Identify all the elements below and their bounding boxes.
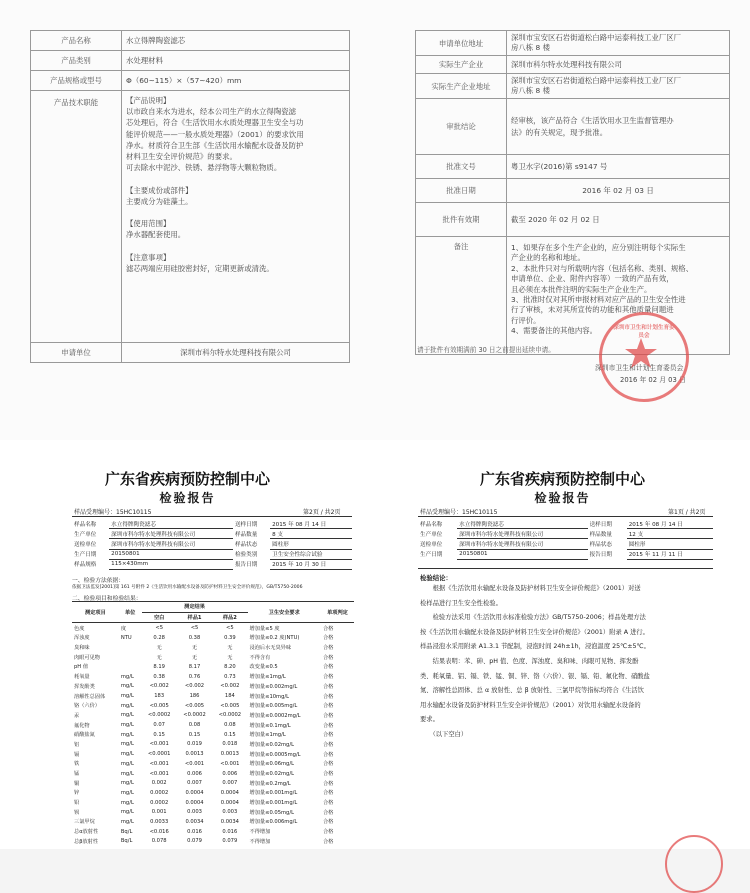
info-value: 深圳市科尔特水处理科技有限公司 <box>457 529 587 539</box>
info-value: 2015 年 10 月 30 日 <box>270 559 352 569</box>
table-cell: 浸泡后水无臭异味 <box>249 645 292 652</box>
renewal-footnote: 请于批件有效期满前 30 日之前提出延续申请。 <box>417 346 555 354</box>
table-cell: 0.006 <box>222 770 238 777</box>
table-row <box>72 749 354 759</box>
field-label: 审批结论 <box>416 99 507 155</box>
table-row <box>72 623 354 633</box>
table-cell: 183 <box>154 693 165 700</box>
table-cell: pH 值 <box>74 664 89 671</box>
table-cell: <0.005 <box>220 702 240 709</box>
table-cell: mg/L <box>120 770 134 777</box>
table-cell: 增加量≤0.05mg/L <box>249 809 294 816</box>
table-cell: <0.001 <box>220 760 240 767</box>
info-label: 检验类别 <box>234 552 258 559</box>
conclusion-text: 根据《生活饮用水输配水设备及防护材料卫生安全评价规范》（2001）对送 检样品进行卫生安全性检验。 检验方法采用《生活饮用水标准检验方法》GB/T5750-2006；样品处理方法 按《生活饮用水输配水设备及防护材料卫生安全评价规范》（2001）附录 A 进行。 样品浸泡水采用附录 A1.3.1 节配制，浸泡时间 24h±1h，浸泡温度 25℃±5℃。 结果表明：苯、砷、pH 值、色度、浑浊度、臭和味、肉眼可见物、挥发酚 类、耗氧量、铝、镉、铁、锰、铜、锌、铬（六价）、银、镉、铅、氟化物、硝酸盐 氮、溶解性总固体、总 α 放射性、总 β 放射性、三氯甲烷等指标均符合《生活饮 用水输配水设备及防护材料卫生安全评价规范》（2001）对饮用水输配水设备的 要求。 （以下空白） <box>420 585 650 738</box>
table-row <box>72 701 354 711</box>
table-row <box>72 662 354 672</box>
seal-text: 深圳市卫生和计划生育委员会 <box>613 325 675 339</box>
table-cell: 0.0002 <box>150 789 169 796</box>
report-page-2 <box>0 440 375 849</box>
table-cell: 增加量≤0.002mg/L <box>249 683 298 690</box>
table-cell: 0.0013 <box>185 751 204 758</box>
table-cell: 增加量≤5 度 <box>249 625 280 632</box>
info-value: 圆柱形 <box>270 539 352 549</box>
table-cell: <0.002 <box>220 683 240 690</box>
table-row <box>72 778 354 788</box>
table-cell: 硝酸盐氮 <box>74 732 95 739</box>
info-label: 样品规格 <box>74 562 97 569</box>
info-value: 水立得牌陶瓷滤芯 <box>109 519 233 529</box>
table-cell: <0.002 <box>184 683 205 690</box>
table-cell: mg/L <box>120 731 134 738</box>
field-label: 批准日期 <box>416 179 507 203</box>
table-cell: 汞 <box>74 712 80 719</box>
field-value: Φ（60~115）×（57~420）mm <box>122 71 350 91</box>
info-label: 样品数量 <box>589 531 612 538</box>
info-label: 样品名称 <box>420 521 443 528</box>
table-cell: mg/L <box>120 780 134 787</box>
field-label: 批件有效期 <box>416 203 507 237</box>
permit-page-right <box>375 0 750 440</box>
table-cell: 增加量≤0.001mg/L <box>249 800 298 807</box>
table-cell: 0.38 <box>153 673 165 680</box>
info-label: 生产单位 <box>420 531 443 538</box>
info-label: 送检单位 <box>420 541 443 548</box>
official-seal-icon <box>599 312 689 402</box>
table-cell: 0.003 <box>187 809 202 816</box>
info-label: 样品状态 <box>234 541 258 548</box>
table-cell: 合格 <box>322 741 334 748</box>
table-cell: 合格 <box>322 838 334 845</box>
info-value: 深圳市科尔特水处理科技有限公司 <box>109 539 233 549</box>
table-cell: 合格 <box>322 683 334 690</box>
table-cell: 溶解性总固体 <box>74 693 106 700</box>
table-row <box>72 837 354 847</box>
report-seal-icon <box>665 835 723 893</box>
table-cell: 0.0033 <box>150 818 169 825</box>
table-cell: 0.078 <box>151 838 167 845</box>
table-row <box>72 720 354 730</box>
table-cell: <0.001 <box>184 760 205 767</box>
col-header: 卫生安全要求 <box>248 602 321 623</box>
header-divider <box>418 516 713 517</box>
table-cell: 0.0034 <box>220 818 239 825</box>
table-cell: 铬（六价） <box>74 703 100 710</box>
table-cell: <0.0002 <box>183 712 206 719</box>
table-cell: 合格 <box>322 722 334 729</box>
table-cell: mg/L <box>120 799 134 806</box>
table-cell: 合格 <box>322 693 334 700</box>
permit-left-table <box>30 30 350 363</box>
info-value: 20150801 <box>457 549 587 559</box>
table-cell: 度 <box>120 625 127 632</box>
field-value: 水立得牌陶瓷滤芯 <box>122 31 350 51</box>
table-row <box>72 730 354 740</box>
table-cell: 0.0034 <box>185 818 204 825</box>
info-value: 水立得牌陶瓷滤芯 <box>457 519 587 529</box>
table-cell: NTU <box>120 634 132 641</box>
table-cell: 合格 <box>322 664 334 671</box>
table-cell: mg/L <box>120 683 134 690</box>
field-label: 申请单位 <box>31 343 122 363</box>
table-cell: 0.002 <box>151 780 167 787</box>
table-cell: 0.08 <box>224 722 236 729</box>
table-row <box>72 682 354 692</box>
info-label: 样品状态 <box>589 541 612 548</box>
info-label: 样品名称 <box>74 521 97 528</box>
table-cell: 增加量≤0.0005mg/L <box>249 751 301 758</box>
table-row <box>72 769 354 779</box>
table-cell: <0.0002 <box>218 712 242 719</box>
table-cell: mg/L <box>120 673 134 680</box>
table-cell: 0.019 <box>187 741 202 748</box>
table-row <box>72 672 354 682</box>
table-row <box>72 798 354 808</box>
field-value: 深圳市宝安区石岩街道松白路中运泰科技工业厂区厂 房八栋 8 楼 <box>507 74 730 99</box>
info-divider <box>418 568 713 569</box>
field-label: 备注 <box>416 237 507 355</box>
info-value: 2015 年 08 月 14 日 <box>627 519 713 529</box>
header-divider <box>72 516 352 517</box>
field-value: 深圳市宝安区石岩街道松白路中运泰科技工业厂区厂 房八栋 8 楼 <box>507 31 730 56</box>
table-cell: 0.079 <box>187 838 202 845</box>
table-cell: 184 <box>224 693 235 700</box>
sample-info-table <box>72 519 352 570</box>
approval-conclusion: 经审核，该产品符合《生活饮用水卫生监督管理办 法》的有关规定，现予批准。 <box>507 99 730 155</box>
table-cell: 无 <box>227 645 233 652</box>
page-indicator: 第2页 / 共2页 <box>303 509 341 516</box>
col-header: 单项判定 <box>321 602 354 623</box>
table-cell: <0.005 <box>184 702 205 709</box>
info-label: 生产日期 <box>420 552 443 559</box>
tech-description: 【产品说明】 以市政自来水为进水，经本公司生产的水立得陶瓷滤 芯处理后，符合《生活饮用水水质处理器卫生安全与功 能评价规范——一般水质处理器》（2001）的要求饮用 净水。材质符合卫生部《生活饮用水输配水设备及防护 材料卫生安全评价规范》的要求。 可去除水中泥沙、铁锈、悬浮物等大颗粒物质。 【主要成份或部件】 主要成分为硅藻土。 【使用范围】 净水器配套使用。 【注意事项】 滤芯两端应用硅胶密封好，定期更新或清洗。 <box>122 91 350 343</box>
table-cell: <0.001 <box>149 770 169 777</box>
table-cell: 合格 <box>322 625 334 632</box>
table-row <box>72 652 354 662</box>
table-cell: 增加量≤0.0002mg/L <box>249 712 301 719</box>
field-value: 深圳市科尔特水处理科技有限公司 <box>122 343 350 363</box>
info-label: 报告日期 <box>234 562 258 569</box>
table-cell: 浑浊度 <box>74 635 90 642</box>
info-value: 12 支 <box>627 529 713 539</box>
table-cell: 无 <box>156 645 162 652</box>
table-cell: <5 <box>190 625 199 632</box>
table-cell: 不得含有 <box>249 654 271 661</box>
table-cell: mg/L <box>120 702 134 709</box>
table-cell: 0.39 <box>224 634 236 641</box>
table-row <box>72 807 354 817</box>
info-value: 深圳市科尔特水处理科技有限公司 <box>457 539 587 549</box>
table-cell: 合格 <box>322 645 334 652</box>
table-cell: mg/L <box>120 760 134 767</box>
table-cell: 合格 <box>322 771 334 778</box>
table-cell: 铁 <box>74 761 80 768</box>
table-cell: 增加量≤10mg/L <box>249 693 290 700</box>
table-cell: 钡 <box>74 809 80 816</box>
table-cell: 无 <box>191 654 198 661</box>
col-header: 测定结果 <box>142 602 248 613</box>
remarks: 1、如果存在多个生产企业的，应分别注明每个实际生 产企业的名称和地址。 2、本批件只对与所载明内容（包括名称、类别、规格、 申请单位、企业、附件内容等）一致的产品有效， 且必须在本批件注明的实际生产企业生产。 3、批准时仅对其所申报材料对应产品的卫生安全性进 行了审核，未对其所宣传的功能和其他质量问题进 行评价。 4、需要备注的其他内容。 <box>507 237 730 355</box>
info-value: 卫生安全性综合试验 <box>270 549 352 559</box>
table-cell: 总α放射性 <box>74 829 99 836</box>
table-cell: <0.0002 <box>147 712 171 719</box>
table-cell: 0.0004 <box>185 799 204 806</box>
table-cell: 0.08 <box>188 722 201 729</box>
table-cell: 改变量≤0.5 <box>249 664 278 671</box>
table-cell: 铝 <box>74 741 80 748</box>
table-cell: 0.003 <box>222 809 238 816</box>
table-cell: mg/L <box>120 693 134 700</box>
table-row <box>72 827 354 837</box>
table-cell: 增加量≤0.06mg/L <box>249 761 294 768</box>
table-cell: <0.0001 <box>147 751 171 758</box>
table-cell: 0.016 <box>222 828 238 835</box>
info-value: 8 支 <box>270 529 352 539</box>
table-cell: 合格 <box>322 809 334 816</box>
field-label: 产品技术职能 <box>31 91 122 343</box>
table-cell: 不得增加 <box>249 829 271 836</box>
info-value: 20150801 <box>109 549 233 559</box>
conclusion-label: 检验结论： <box>420 574 452 582</box>
col-header: 单位 <box>119 602 142 623</box>
approval-number: 粤卫水字(2016)第 s9147 号 <box>507 155 730 179</box>
table-row <box>72 643 354 653</box>
table-cell: 186 <box>189 693 200 700</box>
info-label: 生产日期 <box>74 552 97 559</box>
field-label: 产品规格或型号 <box>31 71 122 91</box>
table-cell: 0.73 <box>224 673 236 680</box>
table-cell: 0.001 <box>151 809 167 816</box>
report-title: 广东省疾病预防控制中心 <box>479 470 645 488</box>
table-cell: 铜 <box>74 780 80 787</box>
section-results-heading: 二、检验项目和检验结果： <box>72 596 142 602</box>
table-cell: 增加量≤0.02mg/L <box>249 771 294 778</box>
field-label: 产品名称 <box>31 31 122 51</box>
table-cell: 0.15 <box>188 731 201 738</box>
table-cell: 增加量≤0.005mg/L <box>249 703 298 710</box>
table-cell: 铅 <box>74 800 80 807</box>
table-cell: 0.007 <box>222 780 238 787</box>
table-cell: 增加量≤0.2mg/L <box>249 780 291 787</box>
table-cell: <5 <box>226 625 234 632</box>
table-cell: <0.002 <box>149 683 169 690</box>
table-cell: 增加量≤1mg/L <box>249 732 286 739</box>
info-value: 圆柱形 <box>627 539 713 549</box>
table-cell: mg/L <box>120 809 134 816</box>
table-cell: 合格 <box>322 829 334 836</box>
table-cell: 0.28 <box>153 634 165 641</box>
table-cell: 无 <box>227 654 233 661</box>
approval-date: 2016 年 02 月 03 日 <box>507 179 730 203</box>
report-page-1 <box>375 440 750 849</box>
table-cell: 0.0004 <box>220 789 239 796</box>
table-cell: 臭和味 <box>74 645 90 652</box>
table-cell: 0.0013 <box>220 751 239 758</box>
sample-number: 样品受理编号：15HC10115 <box>74 509 152 516</box>
table-cell: 三氯甲烷 <box>74 819 95 826</box>
method-basis: 依据卫法监发[2001]第 161 号附件 2《生活饮用水输配水设备及防护材料卫生安全评价规范》，GB/T5750-2006 <box>72 585 303 590</box>
table-cell: 增加量≤0.1mg/L <box>249 722 291 729</box>
table-cell: 增加量≤0.001mg/L <box>249 790 298 797</box>
table-cell: 锰 <box>74 771 80 778</box>
table-cell: 合格 <box>322 790 334 797</box>
table-cell <box>119 643 142 653</box>
table-cell: 0.016 <box>187 828 202 835</box>
table-cell: 合格 <box>322 761 334 768</box>
section-method-heading: 一、检验方法依据： <box>72 578 125 584</box>
info-label: 生产单位 <box>74 531 97 538</box>
table-cell: mg/L <box>120 751 134 758</box>
table-cell: 0.007 <box>187 780 202 787</box>
field-value: 水处理材料 <box>122 51 350 71</box>
table-cell: mg/L <box>120 712 134 719</box>
col-header: 样品1 <box>177 612 212 623</box>
table-row <box>72 711 354 721</box>
table-cell: 挥发酚类 <box>74 683 95 690</box>
info-value: 深圳市科尔特水处理科技有限公司 <box>109 529 233 539</box>
table-cell: 增加量≤1mg/L <box>249 674 286 681</box>
table-cell: 不得增加 <box>249 838 271 845</box>
sample-number: 样品受理编号：15HC10115 <box>420 509 498 516</box>
report-title: 广东省疾病预防控制中心 <box>104 470 270 488</box>
table-cell: 氟化物 <box>74 722 90 729</box>
sample-info-table <box>418 519 713 560</box>
table-cell: 8.17 <box>188 663 201 670</box>
table-cell <box>119 652 142 662</box>
table-cell: 合格 <box>322 635 334 642</box>
table-cell: 0.0004 <box>220 799 239 806</box>
test-results-table <box>72 601 354 846</box>
table-cell: 0.006 <box>187 770 202 777</box>
table-cell: 0.38 <box>188 634 201 641</box>
table-cell: 合格 <box>322 674 334 681</box>
table-row <box>72 788 354 798</box>
field-label: 申请单位地址 <box>416 31 507 56</box>
col-header: 空白 <box>142 612 177 623</box>
col-header: 样品2 <box>212 612 247 623</box>
table-cell: 无 <box>156 654 162 661</box>
report-subtitle: 检验报告 <box>534 491 591 505</box>
table-cell: 总β放射性 <box>74 838 99 845</box>
col-header: 测定项目 <box>72 602 119 623</box>
table-cell: 合格 <box>322 819 334 826</box>
field-label: 实际生产企业地址 <box>416 74 507 99</box>
table-row <box>72 691 354 701</box>
table-cell: 色度 <box>74 625 85 632</box>
table-cell: mg/L <box>120 741 134 748</box>
page-indicator: 第1页 / 共2页 <box>668 509 706 516</box>
table-cell: 肉眼可见物 <box>74 654 100 661</box>
issuing-authority: 深圳市卫生和计划生育委员会 <box>595 364 684 372</box>
table-cell: 合格 <box>322 751 334 758</box>
field-label: 批准文号 <box>416 155 507 179</box>
table-cell: 锌 <box>74 790 80 797</box>
table-cell: 0.15 <box>153 731 165 738</box>
info-value: 115×430mm <box>109 559 233 569</box>
table-cell: 0.0004 <box>185 789 204 796</box>
table-cell: 合格 <box>322 654 334 661</box>
table-row <box>72 633 354 643</box>
table-cell: 合格 <box>322 703 334 710</box>
info-value: 2015 年 11 月 11 日 <box>627 549 713 559</box>
permit-page-left <box>0 0 375 440</box>
table-cell: 镉 <box>74 751 80 758</box>
table-cell: 增加量≤0.006mg/L <box>249 819 298 826</box>
field-label: 产品类别 <box>31 51 122 71</box>
table-cell: <0.005 <box>149 702 169 709</box>
table-cell: 合格 <box>322 780 334 787</box>
table-cell: 合格 <box>322 732 334 739</box>
field-label: 实际生产企业 <box>416 56 507 74</box>
table-cell: mg/L <box>120 818 134 825</box>
info-label: 报告日期 <box>589 552 612 559</box>
table-cell: 0.018 <box>222 741 238 748</box>
table-cell: 增加量≤0.02mg/L <box>249 741 294 748</box>
table-cell: 合格 <box>322 712 334 719</box>
table-cell: mg/L <box>120 722 134 729</box>
field-value: 深圳市科尔特水处理科技有限公司 <box>507 56 730 74</box>
table-cell: 无 <box>191 645 198 652</box>
table-cell: mg/L <box>120 789 134 796</box>
validity: 截至 2020 年 02 月 02 日 <box>507 203 730 237</box>
table-cell: 增加量≤0.2 度(NTU) <box>249 635 300 642</box>
info-label: 送检单位 <box>74 541 97 548</box>
table-row <box>72 817 354 827</box>
table-cell: 0.07 <box>153 722 165 729</box>
table-cell: 0.15 <box>224 731 236 738</box>
table-cell: <0.016 <box>149 828 169 835</box>
table-row <box>72 759 354 769</box>
table-row <box>72 740 354 750</box>
table-cell: Bq/L <box>120 828 133 835</box>
table-cell: 合格 <box>322 800 334 807</box>
table-cell: 8.20 <box>224 663 236 670</box>
info-value: 2015 年 08 月 14 日 <box>270 519 352 529</box>
table-cell: 0.76 <box>188 673 201 680</box>
table-cell: <0.001 <box>149 741 169 748</box>
issue-date: 2016 年 02 月 03 日 <box>620 376 686 384</box>
info-label: 送样日期 <box>234 521 258 528</box>
table-cell: <0.001 <box>149 760 169 767</box>
table-cell <box>119 662 142 672</box>
report-subtitle: 检验报告 <box>159 491 216 505</box>
permit-right-table <box>415 30 730 355</box>
info-label: 样品数量 <box>234 531 258 538</box>
table-cell: Bq/L <box>120 838 133 845</box>
table-cell: 耗氧量 <box>74 674 90 681</box>
table-cell: 8.19 <box>153 663 165 670</box>
info-label: 送样日期 <box>589 521 612 528</box>
table-cell: 0.079 <box>222 838 238 845</box>
table-cell: 0.0002 <box>150 799 169 806</box>
table-cell: <5 <box>155 625 163 632</box>
